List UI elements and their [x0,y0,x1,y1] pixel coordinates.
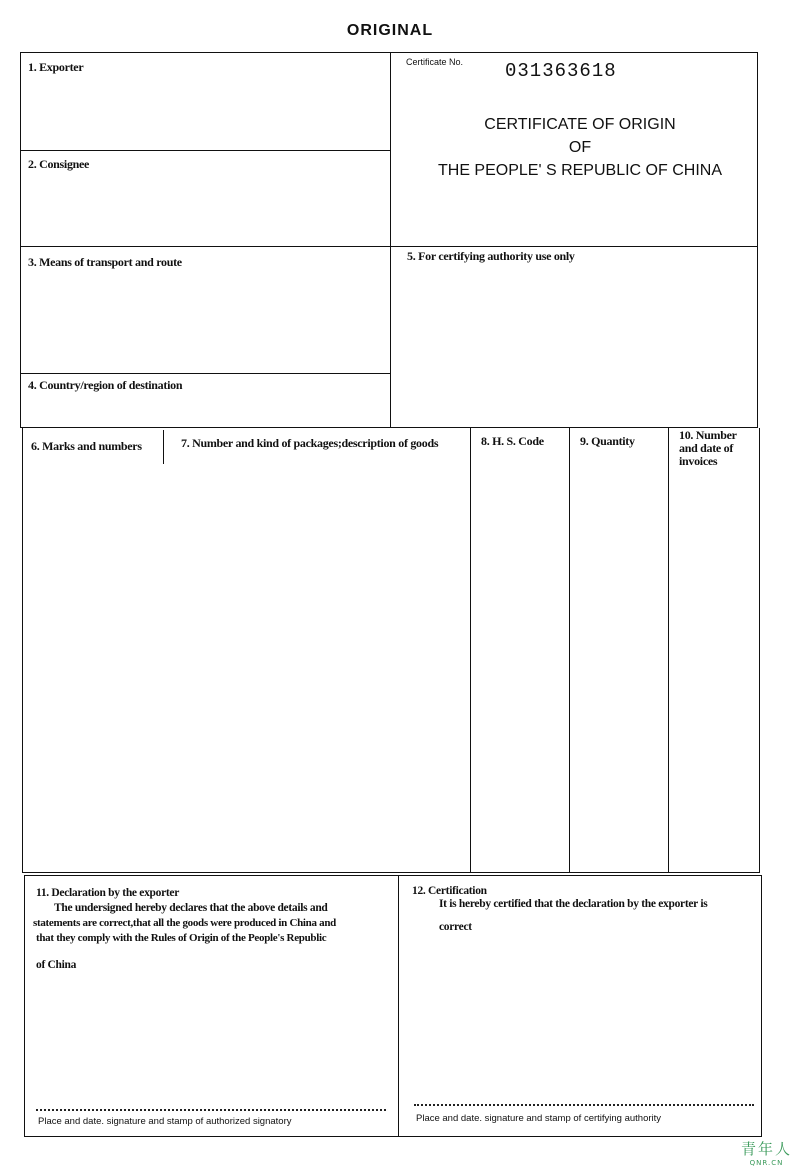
declaration-signature-line [36,1109,386,1111]
certificate-title-line3: THE PEOPLE' S REPUBLIC OF CHINA [437,162,722,179]
declaration-line4: of China [36,959,77,971]
certificate-title-line2: OF [568,139,592,156]
marks-label: 6. Marks and numbers [31,439,142,453]
certification-line2: correct [439,921,472,933]
certification-title: 12. Certification [412,885,487,897]
packages-label: 7. Number and kind of packages;description of goods [181,436,439,450]
declaration-block [33,886,396,973]
destination-label: 4. Country/region of destination [28,378,183,392]
goods-divider-7 [470,428,471,873]
certification-signature-caption: Place and date. signature and stamp of certifying authority [416,1113,662,1124]
certification-block [412,884,757,935]
declaration-line1: The undersigned hereby declares that the above details and [54,902,328,914]
invoices-label-line3: invoices [679,454,718,468]
site-watermark [741,1138,792,1167]
row-divider-1 [20,246,758,247]
invoices-label [679,429,737,468]
declaration-line2: statements are correct,that all the goods were produced in China and [33,917,336,929]
goods-divider-6 [163,430,164,464]
exporter-divider [20,150,391,151]
transport-divider [20,373,391,374]
certificate-no-value: 031363618 [505,60,617,82]
invoices-label-line2: and date of [679,441,734,455]
certificate-title-line1: CERTIFICATE OF ORIGIN [484,116,676,133]
goods-section [22,428,760,873]
goods-divider-8 [569,428,570,873]
bottom-center-divider [398,875,399,1137]
exporter-label: 1. Exporter [28,60,84,74]
declaration-title: 11. Declaration by the exporter [36,887,180,899]
goods-divider-9 [668,428,669,873]
document-heading: ORIGINAL [346,22,434,39]
authority-label: 5. For certifying authority use only [407,249,575,263]
quantity-label: 9. Quantity [580,434,635,448]
declaration-signature-caption: Place and date. signature and stamp of authorized signatory [38,1116,292,1127]
hs-code-label: 8. H. S. Code [481,434,544,448]
watermark-main: 青年人 [740,1140,792,1158]
watermark-sub: QNR.CN [749,1159,784,1167]
certificate-title [395,113,765,182]
certification-line1: It is hereby certified that the declaration by the exporter is [439,898,708,910]
transport-label: 3. Means of transport and route [28,255,182,269]
top-center-divider [390,52,391,428]
consignee-label: 2. Consignee [28,157,90,171]
certificate-no-label: Certificate No. [406,57,464,67]
certification-signature-line [414,1104,754,1106]
declaration-line3: that they comply with the Rules of Origin of the People's Republic [36,932,327,944]
top-section [20,52,758,428]
invoices-label-line1: 10. Number [679,428,737,442]
